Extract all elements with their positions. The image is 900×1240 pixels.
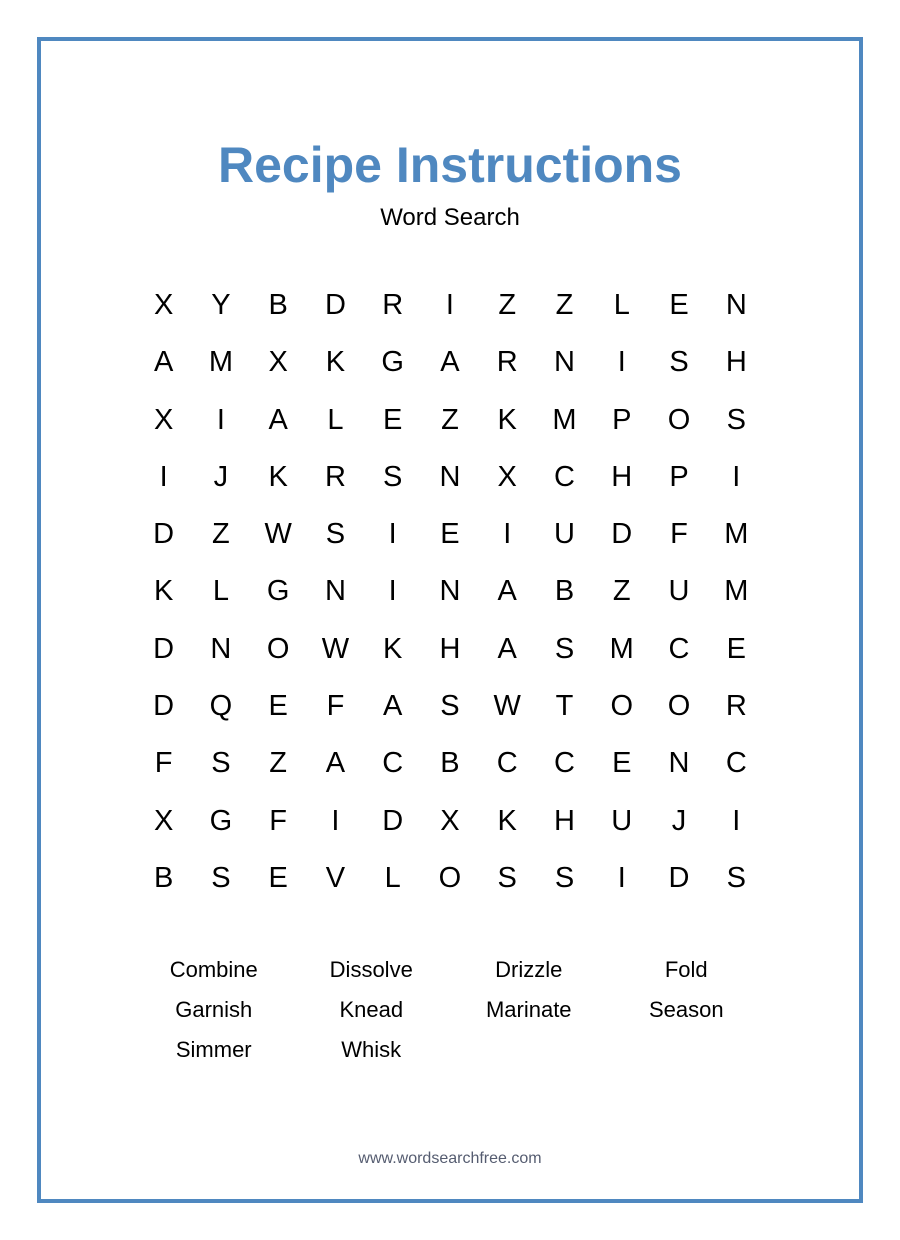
grid-letter: D [611, 518, 633, 551]
grid-letter: F [326, 690, 345, 723]
grid-letter: D [153, 518, 175, 551]
grid-letter: C [382, 747, 404, 780]
grid-letter: E [726, 632, 746, 665]
grid-letter: E [440, 518, 460, 551]
grid-letter: L [212, 575, 229, 608]
word-list-item: Combine [169, 957, 258, 982]
grid-letter: S [497, 861, 517, 894]
word-list-row [135, 1030, 765, 1070]
word-list-item: Knead [339, 997, 404, 1022]
grid-letter: N [439, 460, 461, 493]
grid-letter: A [383, 690, 403, 723]
grid-letter: N [668, 747, 690, 780]
grid-letter: Z [612, 575, 631, 608]
grid-letter: F [269, 804, 288, 837]
grid-letter: Z [441, 403, 459, 436]
grid-letter: V [325, 861, 346, 894]
word-list-item: Simmer [175, 1037, 252, 1062]
grid-letter: X [153, 289, 174, 321]
grid-letter: P [612, 403, 632, 436]
word-list-row [135, 950, 765, 990]
grid-letter: O [266, 632, 290, 665]
grid-letter: L [384, 861, 401, 894]
grid-row [135, 334, 765, 391]
grid-letter: K [383, 632, 403, 665]
grid-letter: N [439, 575, 461, 608]
grid-letter: I [388, 518, 397, 551]
grid-letter: S [211, 747, 231, 780]
grid-letter: M [609, 632, 634, 665]
grid-letter: I [617, 346, 626, 379]
grid-letter: J [213, 460, 229, 493]
grid-letter: G [209, 804, 233, 837]
grid-letter: D [668, 861, 690, 894]
grid-letter: J [671, 804, 687, 837]
grid-letter: C [496, 747, 518, 780]
grid-letter: E [612, 747, 632, 780]
grid-letter: R [382, 289, 404, 321]
grid-row [135, 735, 765, 792]
grid-letter: F [670, 518, 688, 551]
grid-letter: S [726, 403, 746, 436]
grid-letter: Y [211, 289, 231, 321]
grid-letter: L [613, 289, 630, 321]
grid-row [135, 277, 765, 334]
grid-letter: M [552, 403, 577, 436]
grid-letter: W [321, 632, 350, 665]
grid-row [135, 621, 765, 678]
grid-letter: S [211, 861, 231, 894]
grid-letter: Q [209, 690, 233, 723]
grid-letter: A [325, 747, 346, 780]
grid-letter: X [268, 346, 288, 379]
grid-letter: I [331, 804, 340, 837]
grid-letter: A [268, 403, 288, 436]
grid-letter: P [669, 460, 689, 493]
grid-letter: O [667, 403, 691, 436]
grid-letter: H [439, 632, 461, 665]
grid-letter: R [324, 460, 346, 493]
grid-letter: D [153, 690, 175, 723]
grid-letter: I [732, 804, 741, 837]
grid-row [135, 850, 765, 907]
grid-letter: U [554, 518, 575, 551]
grid-letter: Z [269, 747, 288, 780]
word-list-item: Dissolve [329, 957, 413, 982]
grid-letter: N [324, 575, 346, 608]
grid-letter: U [611, 804, 633, 837]
grid-letter: M [724, 575, 749, 608]
grid-row [135, 793, 765, 850]
grid-letter: B [440, 747, 460, 780]
grid-letter: I [216, 403, 225, 436]
word-list-item: Drizzle [495, 957, 563, 982]
grid-letter: X [497, 460, 517, 493]
grid-row [135, 449, 765, 506]
grid-letter: S [325, 518, 346, 551]
grid-letter: A [497, 632, 517, 665]
grid-letter: C [554, 747, 575, 780]
grid-row [135, 392, 765, 449]
grid-row [135, 678, 765, 735]
grid-letter: I [503, 518, 512, 551]
word-list [135, 950, 765, 1070]
word-list-item: Marinate [485, 997, 572, 1022]
grid-letter: Z [212, 518, 230, 551]
grid-letter: N [725, 289, 747, 321]
grid-letter: A [440, 346, 460, 379]
grid-letter: A [497, 575, 517, 608]
grid-row [135, 563, 765, 620]
grid-letter: F [154, 747, 173, 780]
grid-letter: E [383, 403, 403, 436]
grid-letter: H [725, 346, 747, 379]
grid-letter: O [610, 690, 634, 723]
grid-letter: B [268, 289, 288, 321]
grid-letter: E [669, 289, 689, 321]
grid-letter: I [732, 460, 741, 493]
grid-letter: L [327, 403, 344, 436]
grid-letter: O [667, 690, 691, 723]
grid-letter: D [324, 289, 346, 321]
grid-letter: H [611, 460, 633, 493]
grid-letter: W [264, 518, 292, 551]
grid-letter: E [268, 861, 288, 894]
grid-letter: A [153, 346, 174, 379]
grid-letter: E [268, 690, 288, 723]
word-list-item: Garnish [175, 997, 253, 1022]
grid-letter: C [725, 747, 747, 780]
grid-letter: W [493, 690, 521, 723]
grid-letter: Z [555, 289, 574, 321]
word-list-row [135, 990, 765, 1030]
grid-letter: G [381, 346, 404, 379]
grid-letter: I [445, 289, 454, 321]
grid-letter: T [555, 690, 574, 723]
grid-row [135, 506, 765, 563]
grid-letter: H [554, 804, 575, 837]
word-list-item: Season [648, 997, 724, 1022]
page-subtitle: Word Search [380, 204, 520, 231]
page-title: Recipe Instructions [218, 137, 682, 193]
grid-letter: X [440, 804, 460, 837]
grid-letter: C [668, 632, 690, 665]
footer-url: www.wordsearchfree.com [358, 1150, 542, 1167]
grid-letter: G [266, 575, 290, 608]
grid-letter: S [554, 861, 575, 894]
word-list-item: Whisk [341, 1037, 402, 1062]
grid-letter: X [153, 403, 174, 436]
grid-letter: R [725, 690, 747, 723]
grid-letter: R [496, 346, 518, 379]
grid-letter: X [153, 804, 174, 837]
grid-letter: I [388, 575, 397, 608]
grid-letter: U [668, 575, 690, 608]
grid-letter: D [382, 804, 404, 837]
grid-letter: K [268, 460, 288, 493]
grid-letter: S [440, 690, 460, 723]
grid-letter: Z [498, 289, 517, 321]
grid-letter: O [438, 861, 462, 894]
grid-letter: S [554, 632, 575, 665]
grid-letter: S [726, 861, 746, 894]
grid-letter: B [554, 575, 575, 608]
grid-letter: S [383, 460, 403, 493]
grid-letter: M [724, 518, 749, 551]
word-list-item: Fold [664, 957, 708, 982]
grid-letter: I [617, 861, 626, 894]
letter-grid [135, 277, 765, 907]
grid-letter: D [153, 632, 175, 665]
grid-letter: N [210, 632, 232, 665]
grid-letter: I [159, 460, 168, 493]
grid-letter: K [325, 346, 346, 379]
grid-letter: K [497, 403, 517, 436]
grid-letter: M [208, 346, 233, 379]
grid-letter: K [153, 575, 174, 608]
grid-letter: B [153, 861, 174, 894]
grid-letter: N [554, 346, 575, 379]
grid-letter: S [669, 346, 689, 379]
grid-letter: C [554, 460, 575, 493]
grid-letter: K [497, 804, 517, 837]
